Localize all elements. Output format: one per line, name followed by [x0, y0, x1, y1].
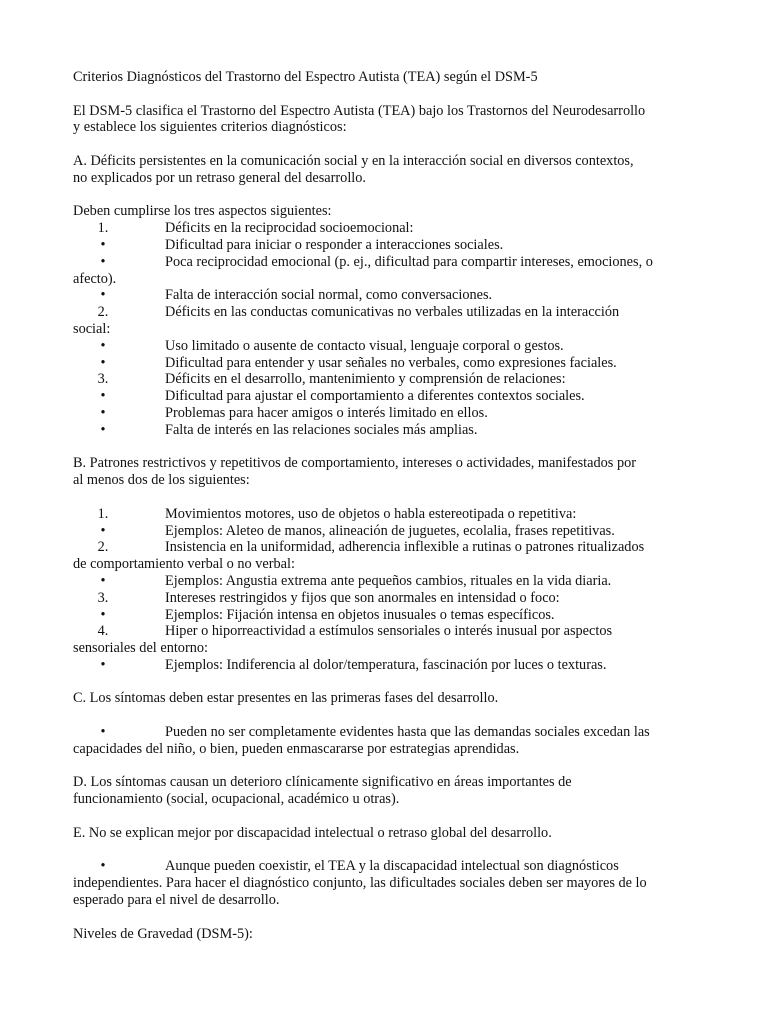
bullet-marker: • [100, 388, 106, 405]
list-item-text: Déficits en las conductas comunicativas no verbales utilizadas en la interacción [165, 304, 620, 321]
section-c-heading: C. Los síntomas deben estar presentes en las primeras fases del desarrollo. [73, 690, 499, 707]
bullet-marker: • [100, 236, 106, 253]
bullet-marker: • [100, 656, 106, 673]
list-item-text-cont: de comportamiento verbal o no verbal: [73, 556, 295, 573]
list-item-text: Dificultad para ajustar el comportamiento a diferentes contextos sociales. [165, 388, 585, 405]
bullet-marker: • [100, 354, 106, 371]
list-item-text-cont: afecto). [73, 270, 117, 287]
bullet-item [73, 573, 703, 590]
list-item-text-cont: social: [73, 320, 111, 337]
list-item-text: Insistencia en la uniformidad, adherencia inflexible a rutinas o patrones ritualizados [165, 539, 645, 556]
list-item-text: Déficits en el desarrollo, mantenimiento y comprensión de relaciones: [165, 371, 566, 388]
list-item-text: Falta de interacción social normal, como conversaciones. [165, 287, 493, 304]
list-item-text: Ejemplos: Fijación intensa en objetos inusuales o temas específicos. [165, 606, 555, 623]
list-item-text: Dificultad para entender y usar señales no verbales, como expresiones faciales. [165, 354, 617, 371]
section-b-heading-2: al menos dos de los siguientes: [73, 472, 250, 489]
section-c-bullet [73, 724, 703, 758]
bullet-marker: • [100, 287, 106, 304]
bullet-item [73, 523, 703, 540]
numbered-item [73, 590, 703, 607]
list-item-text: Intereses restringidos y fijos que son anormales en intensidad o foco: [165, 589, 560, 606]
section-b-heading-1: B. Patrones restrictivos y repetitivos de comportamiento, intereses o actividades, manifestados por [73, 455, 636, 472]
bullet-marker: • [100, 522, 106, 539]
list-item-text: Déficits en la reciprocidad socioemocional: [165, 220, 414, 237]
numbered-item [73, 304, 703, 338]
numbered-item [73, 623, 703, 657]
document-title: Criterios Diagnósticos del Trastorno del Espectro Autista (TEA) según el DSM-5 [73, 69, 538, 85]
number-marker: 1. [97, 505, 109, 522]
number-marker: 2. [97, 304, 109, 321]
list-item-text: Uso limitado o ausente de contacto visual, lenguaje corporal o gestos. [165, 337, 564, 354]
number-marker: 3. [97, 371, 109, 388]
bullet-marker: • [100, 421, 106, 438]
bullet-item [73, 254, 703, 288]
list-item-text: Dificultad para iniciar o responder a interacciones sociales. [165, 236, 504, 253]
section-a-heading-2: no explicados por un retraso general del desarrollo. [73, 169, 366, 186]
section-e-bullet-cont-2: esperado para el nivel de desarrollo. [73, 892, 280, 909]
number-marker: 3. [97, 589, 109, 606]
section-e-bullet [73, 858, 703, 908]
section-a-lead: Deben cumplirse los tres aspectos siguientes: [73, 203, 332, 220]
section-c-bullet-cont: capacidades del niño, o bien, pueden enmascararse por estrategias aprendidas. [73, 740, 520, 757]
bullet-marker: • [100, 572, 106, 589]
section-a-list [73, 220, 703, 438]
bullet-marker: • [100, 337, 106, 354]
severity-heading: Niveles de Gravedad (DSM-5): [73, 925, 253, 942]
section-e-bullet-cont: independientes. Para hacer el diagnóstico conjunto, las dificultades sociales deben ser mayores de lo [73, 875, 647, 892]
list-item-text: Movimientos motores, uso de objetos o habla estereotipada o repetitiva: [165, 505, 577, 522]
intro-line-2: y establece los siguientes criterios diagnósticos: [73, 119, 347, 136]
number-marker: 4. [97, 623, 109, 640]
bullet-item [73, 607, 703, 624]
bullet-item [73, 422, 703, 439]
section-a-heading-1: A. Déficits persistentes en la comunicación social y en la interacción social en diversos contextos, [73, 152, 634, 169]
bullet-marker: • [100, 858, 106, 875]
numbered-item [73, 539, 703, 573]
list-item-text: Problemas para hacer amigos o interés limitado en ellos. [165, 404, 488, 421]
bullet-marker: • [100, 253, 106, 270]
list-item-text: Falta de interés en las relaciones sociales más amplias. [165, 421, 478, 438]
section-e-heading: E. No se explican mejor por discapacidad intelectual o retraso global del desarrollo. [73, 824, 552, 841]
numbered-item [73, 506, 703, 523]
list-item-text: Ejemplos: Angustia extrema ante pequeños cambios, rituales en la vida diaria. [165, 572, 612, 589]
bullet-item [73, 287, 703, 304]
number-marker: 1. [97, 220, 109, 237]
list-item-text: Ejemplos: Aleteo de manos, alineación de juguetes, ecolalia, frases repetitivas. [165, 522, 615, 539]
list-item-text-cont: sensoriales del entorno: [73, 640, 208, 657]
list-item-text: Ejemplos: Indiferencia al dolor/temperatura, fascinación por luces o texturas. [165, 656, 607, 673]
numbered-item [73, 220, 703, 237]
section-d-heading-2: funcionamiento (social, ocupacional, académico u otras). [73, 791, 400, 808]
bullet-item [73, 405, 703, 422]
numbered-item [73, 371, 703, 388]
bullet-marker: • [100, 404, 106, 421]
section-c-bullet-text: Pueden no ser completamente evidentes hasta que las demandas sociales excedan las [165, 724, 650, 741]
bullet-item [73, 388, 703, 405]
bullet-item [73, 355, 703, 372]
section-b-list [73, 506, 703, 674]
bullet-marker: • [100, 724, 106, 741]
document-body [73, 69, 703, 942]
section-d-heading-1: D. Los síntomas causan un deterioro clínicamente significativo en áreas importantes de [73, 774, 572, 791]
bullet-item [73, 237, 703, 254]
intro-line-1: El DSM-5 clasifica el Trastorno del Espectro Autista (TEA) bajo los Trastornos del Neurodesarrollo [73, 102, 646, 119]
section-e-bullet-text: Aunque pueden coexistir, el TEA y la discapacidad intelectual son diagnósticos [165, 858, 619, 875]
bullet-item [73, 338, 703, 355]
bullet-item [73, 657, 703, 674]
bullet-marker: • [100, 606, 106, 623]
list-item-text: Poca reciprocidad emocional (p. ej., dificultad para compartir intereses, emociones, o [165, 253, 653, 270]
number-marker: 2. [97, 539, 109, 556]
list-item-text: Hiper o hiporreactividad a estímulos sensoriales o interés inusual por aspectos [165, 623, 613, 640]
